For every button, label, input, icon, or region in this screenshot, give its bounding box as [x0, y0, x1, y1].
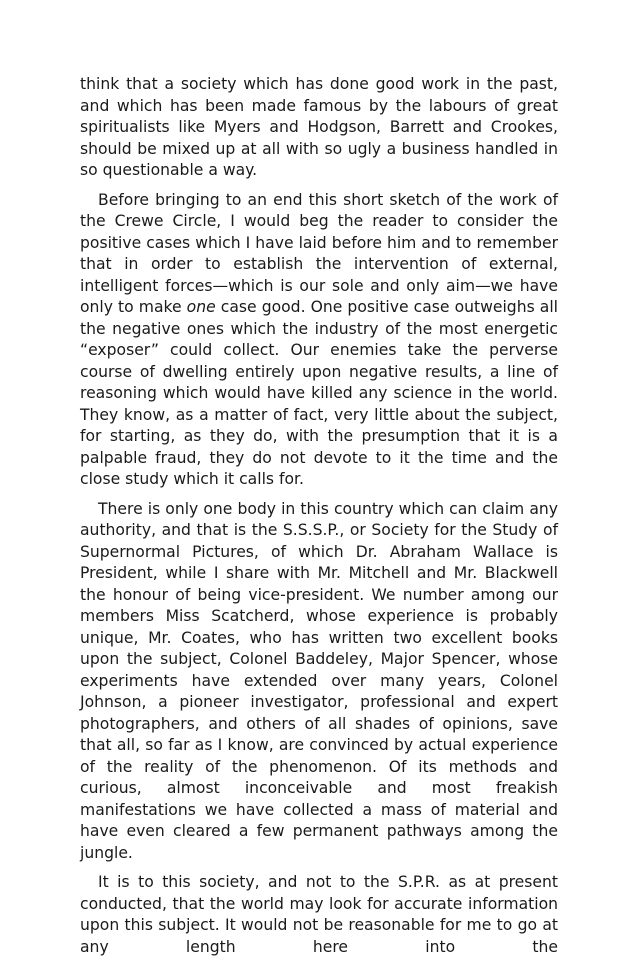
paragraph-4-text: It is to this society, and not to the S.P.R. as at present conducted, that the world may look for accurate information upon this subject. It would not be reasonable for me to go at any length here into the: [80, 873, 558, 956]
paragraph-2-text-before: Before bringing to an end this short sketch of the work of the Crewe Circle, I would beg the reader to consider the positive cases which I have laid before him and to remember that in order to establish the intervention of external, intelligent forces—which is our sole and only aim—we have only to make: [80, 190, 558, 316]
paragraph-3: [80, 499, 558, 865]
paragraph-4: [80, 872, 558, 958]
paragraph-2-emphasis: one: [186, 298, 216, 316]
paragraph-1-text: think that a society which has done good work in the past, and which has been made famous by the labours of great spiritualists like Myers and Hodgson, Barrett and Crookes, should be mixed up at all with so ugly a business handled in so questionable a way.: [80, 75, 558, 179]
paragraph-1: [80, 74, 558, 182]
page-body: [80, 74, 558, 958]
paragraph-3-text: There is only one body in this country which can claim any authority, and that is the S.S.S.P., or Society for the Study of Supernormal Pictures, of which Dr. Abraham Wallace is President, while I share with Mr. Mitchell and Mr. Blackwell the honour of being vice-president. We number among our members Miss Scatcherd, whose experience is probably unique, Mr. Coates, who has written two excellent books upon the subject, Colonel Baddeley, Major Spencer, whose experiments have extended over many years, Colonel Johnson, a pioneer investigator, professional and expert photographers, and others of all shades of opinions, save that all, so far as I know, are convinced by actual experience of the reality of the phenomenon. Of its methods and curious, almost inconceivable and most freakish manifestations we have collected a mass of material and have even cleared a few permanent pathways among the jungle.: [80, 499, 558, 862]
paragraph-2: [80, 190, 558, 491]
paragraph-2-text-after: case good. One positive case outweighs all the negative ones which the industry of the most energetic “exposer” could collect. Our enemies take the perverse course of dwelling entirely upon negative results, a line of reasoning which would have killed any science in the world. They know, as a matter of fact, very little about the subject, for starting, as they do, with the presumption that it is a palpable fraud, they do not devote to it the time and the close study which it calls for.: [80, 298, 558, 488]
